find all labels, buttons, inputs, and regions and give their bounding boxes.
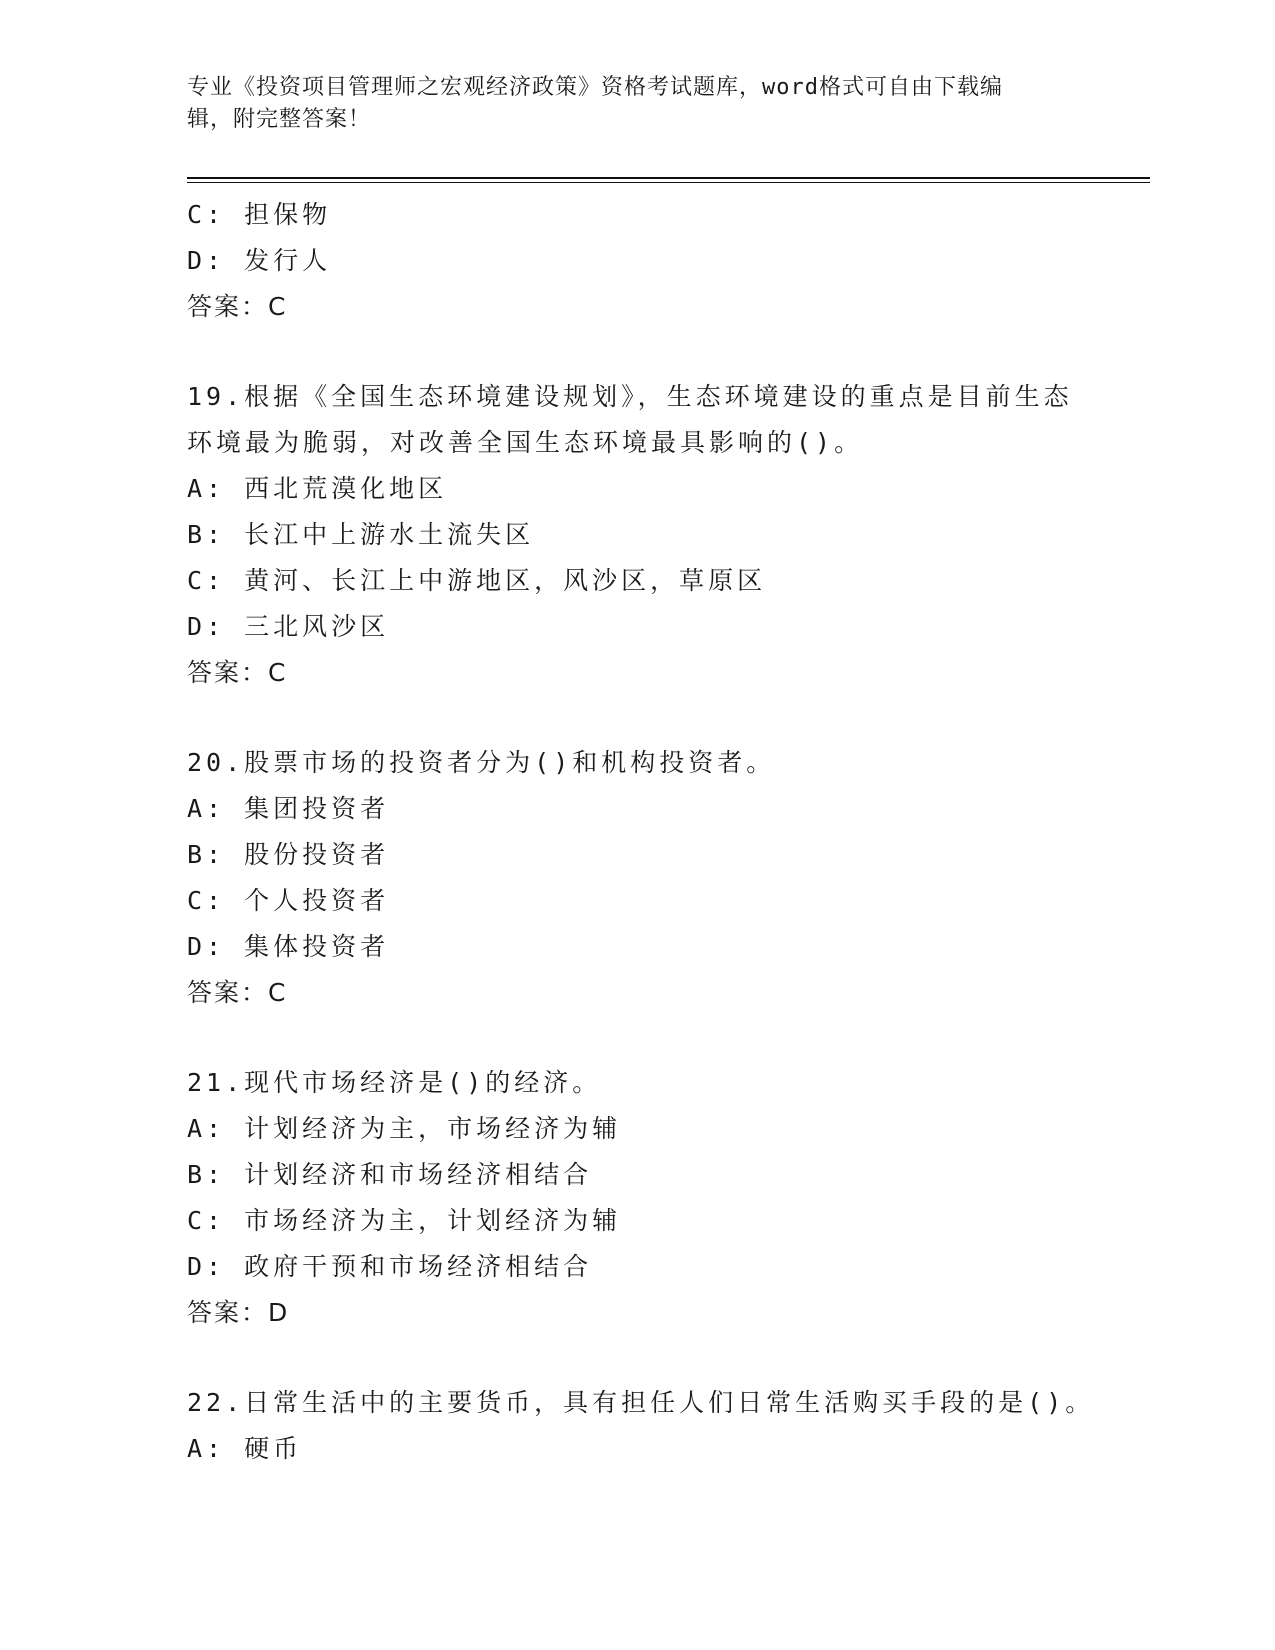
- option-a: [187, 786, 1127, 832]
- answer-line: 答案：C: [187, 292, 288, 321]
- option-letter: D:: [187, 612, 226, 641]
- option-b: [187, 832, 1127, 878]
- option-text: 集团投资者: [244, 794, 390, 823]
- option-letter: A:: [187, 794, 226, 823]
- option-c: [187, 1198, 1127, 1244]
- option-letter: B:: [187, 1160, 226, 1189]
- document-header: [187, 72, 1087, 136]
- option-text: 三北风沙区: [244, 612, 390, 641]
- option-text: 担保物: [244, 200, 332, 229]
- option-b: [187, 512, 1127, 558]
- question-title: [187, 374, 1127, 466]
- option-c: [187, 878, 1127, 924]
- answer-line: 答案：C: [187, 658, 288, 687]
- option-letter: D:: [187, 932, 226, 961]
- answer-line: 答案：D: [187, 1298, 290, 1327]
- option-text: 发行人: [244, 246, 332, 275]
- question-title-line: 环境最为脆弱，对改善全国生态环境最具影响的()。: [187, 428, 864, 457]
- option-c: [187, 558, 1127, 604]
- option-letter: D:: [187, 246, 226, 275]
- option-text: 长江中上游水土流失区: [244, 520, 535, 549]
- question-21: [187, 1060, 1127, 1336]
- header-divider-thick: [187, 177, 1150, 179]
- option-letter: D:: [187, 1252, 226, 1281]
- option-letter: A:: [187, 1114, 226, 1143]
- question-20: [187, 740, 1127, 1016]
- option-b: [187, 1152, 1127, 1198]
- prev-question-tail: [187, 192, 1127, 330]
- option-d: [187, 924, 1127, 970]
- option-letter: C:: [187, 886, 226, 915]
- answer-line: 答案：C: [187, 978, 288, 1007]
- option-letter: A:: [187, 1434, 226, 1463]
- option-text: 股份投资者: [244, 840, 390, 869]
- question-19: [187, 374, 1127, 696]
- option-text: 政府干预和市场经济相结合: [244, 1252, 593, 1281]
- option-letter: B:: [187, 520, 226, 549]
- option-text: 市场经济为主，计划经济为辅: [244, 1206, 622, 1235]
- option-letter: B:: [187, 840, 226, 869]
- option-letter: C:: [187, 1206, 226, 1235]
- option-d: [187, 604, 1127, 650]
- option-d: [187, 238, 1127, 284]
- header-line-2: 辑，附完整答案！: [187, 107, 372, 132]
- document-body: [187, 192, 1127, 1472]
- option-letter: C:: [187, 566, 226, 595]
- option-a: [187, 1106, 1127, 1152]
- option-text: 黄河、长江上中游地区，风沙区，草原区: [244, 566, 767, 595]
- option-d: [187, 1244, 1127, 1290]
- question-title-line: 19.根据《全国生态环境建设规划》，生态环境建设的重点是目前生态: [187, 382, 1073, 411]
- option-a: [187, 1426, 1127, 1472]
- option-text: 硬币: [244, 1434, 303, 1463]
- option-text: 集体投资者: [244, 932, 390, 961]
- option-text: 西北荒漠化地区: [244, 474, 448, 503]
- option-letter: A:: [187, 474, 226, 503]
- option-a: [187, 466, 1127, 512]
- question-title: 22.日常生活中的主要货币，具有担任人们日常生活购买手段的是()。: [187, 1388, 1095, 1417]
- option-text: 计划经济为主，市场经济为辅: [244, 1114, 622, 1143]
- header-line-1: 专业《投资项目管理师之宏观经济政策》资格考试题库，word格式可自由下载编: [187, 75, 1003, 100]
- question-title: 20.股票市场的投资者分为()和机构投资者。: [187, 748, 776, 777]
- question-22: [187, 1380, 1127, 1472]
- option-text: 个人投资者: [244, 886, 390, 915]
- option-text: 计划经济和市场经济相结合: [244, 1160, 593, 1189]
- option-c: [187, 192, 1127, 238]
- option-letter: C:: [187, 200, 226, 229]
- question-title: 21.现代市场经济是()的经济。: [187, 1068, 602, 1097]
- header-divider-thin: [187, 182, 1150, 183]
